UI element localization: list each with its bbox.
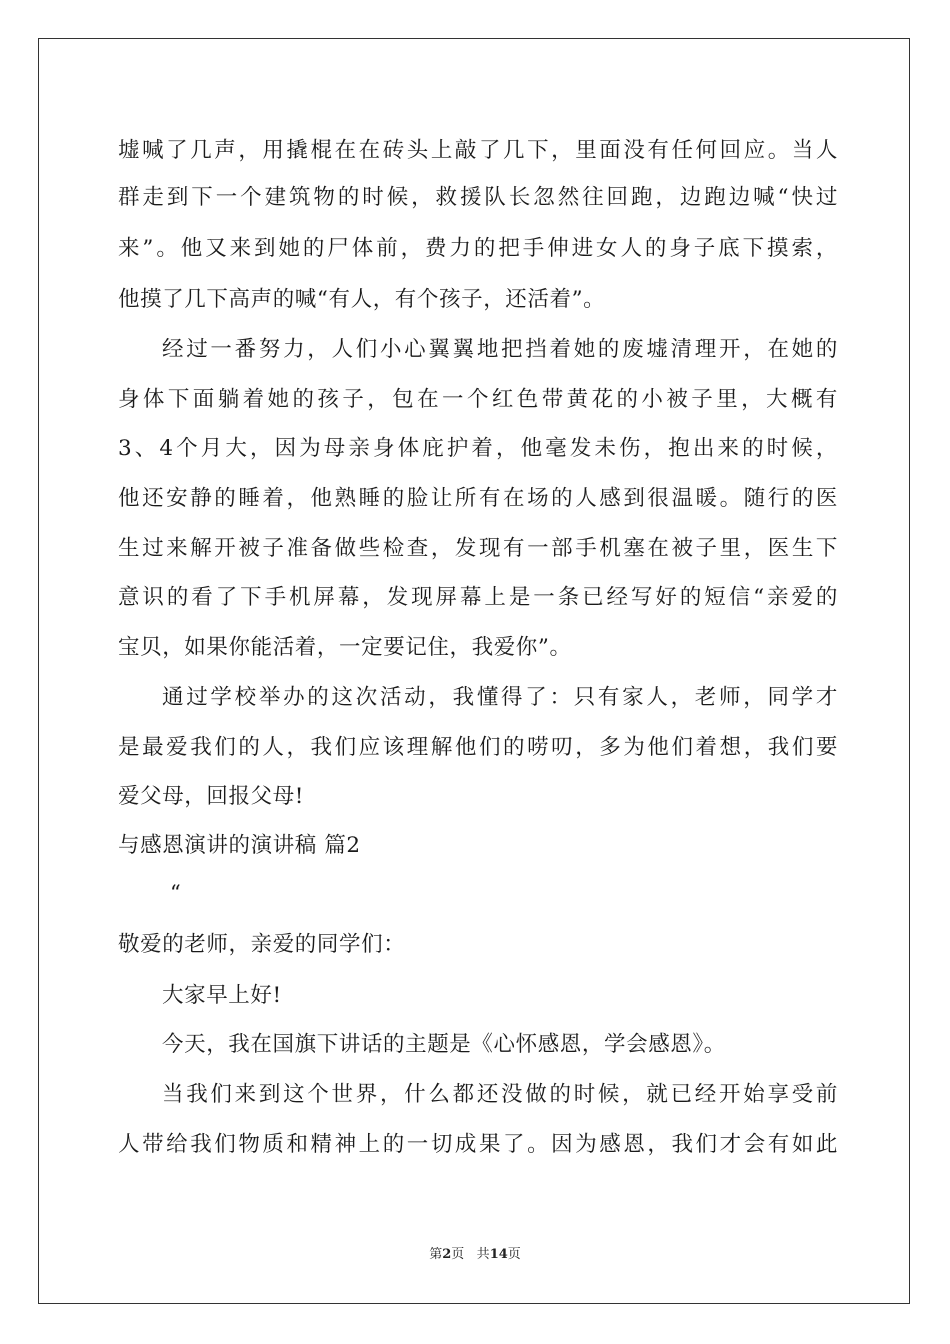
- total-prefix: 共: [476, 1247, 490, 1262]
- paragraph-line: 人带给我们物质和精神上的一切成果了。因为感恩，我们才会有如此: [118, 1132, 838, 1157]
- page-border: [38, 38, 910, 1304]
- total-pages: 14: [489, 1247, 508, 1262]
- paragraph-line: 群走到下一个建筑物的时候，救援队长忽然往回跑，边跑边喊“快过: [118, 185, 838, 210]
- total-suffix: 页: [507, 1247, 521, 1262]
- paragraph-line: 生过来解开被子准备做些检查，发现有一部手机塞在被子里，医生下: [118, 536, 838, 561]
- page-suffix: 页: [451, 1247, 465, 1262]
- section-title: 与感恩演讲的演讲稿 篇2: [118, 833, 361, 858]
- topic-line: 今天，我在国旗下讲话的主题是《心怀感恩，学会感恩》。: [162, 1032, 726, 1057]
- paragraph-line: 来”。他又来到她的尸体前，费力的把手伸进女人的身子底下摸索，: [118, 236, 838, 261]
- paragraph-line: 墟喊了几声，用撬棍在在砖头上敲了几下，里面没有任何回应。当人: [118, 138, 838, 163]
- paragraph-line: 他摸了几下高声的喊“有人，有个孩子，还活着”。: [118, 287, 606, 312]
- page-prefix: 第: [429, 1247, 443, 1262]
- salutation: 敬爱的老师，亲爱的同学们：: [118, 932, 406, 957]
- greeting: 大家早上好!: [162, 983, 282, 1008]
- paragraph-line: 当我们来到这个世界，什么都还没做的时候，就已经开始享受前: [162, 1082, 838, 1107]
- paragraph-line: 通过学校举办的这次活动，我懂得了：只有家人，老师，同学才: [162, 685, 838, 710]
- page-footer: [0, 1246, 950, 1264]
- quote-mark: “: [170, 881, 181, 905]
- paragraph-line: 爱父母，回报父母!: [118, 784, 305, 809]
- paragraph-line: 是最爱我们的人，我们应该理解他们的唠叨，多为他们着想，我们要: [118, 735, 838, 760]
- paragraph-line: 身体下面躺着她的孩子，包在一个红色带黄花的小被子里，大概有: [118, 387, 838, 412]
- paragraph-line: 意识的看了下手机屏幕，发现屏幕上是一条已经写好的短信“亲爱的: [118, 585, 838, 610]
- paragraph-line: 3、4个月大，因为母亲身体庇护着，他毫发未伤，抱出来的时候，: [118, 436, 838, 461]
- paragraph-line: 经过一番努力，人们小心翼翼地把挡着她的废墟清理开，在她的: [162, 337, 838, 362]
- paragraph-line: 宝贝，如果你能活着，一定要记住，我爱你”。: [118, 635, 572, 660]
- page-number: 2: [442, 1247, 452, 1262]
- paragraph-line: 他还安静的睡着，他熟睡的脸让所有在场的人感到很温暖。随行的医: [118, 486, 838, 511]
